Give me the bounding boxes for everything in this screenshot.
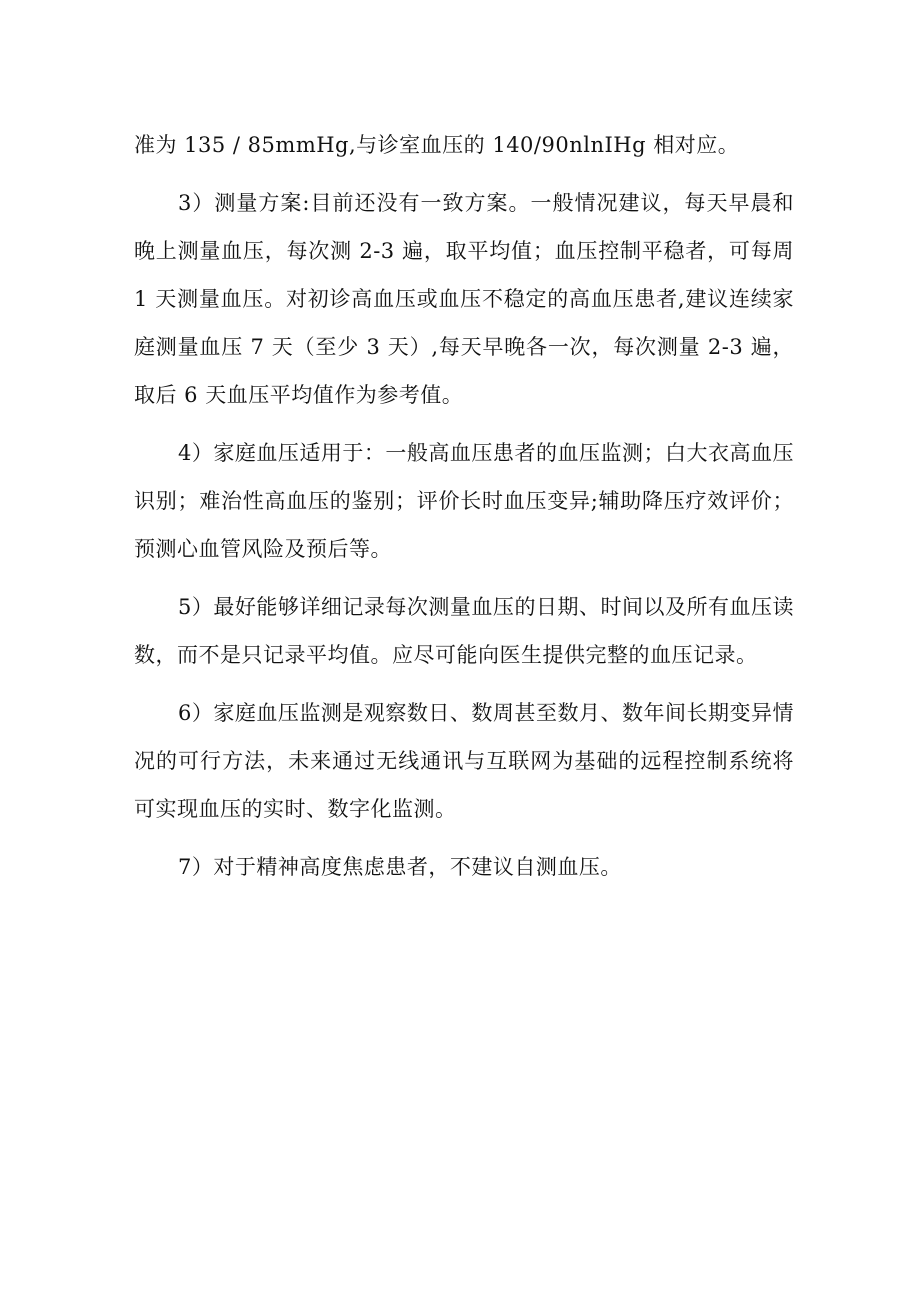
paragraph-record-keeping: 5）最好能够详细记录每次测量血压的日期、时间以及所有血压读数，而不是只记录平均值。应尽可能向医生提供完整的血压记录。 bbox=[134, 595, 794, 667]
document-body bbox=[134, 121, 794, 901]
paragraph-measurement-plan: 3）测量方案:目前还没有一致方案。一般情况建议，每天早晨和晚上测量血压，每次测 2-3 遍，取平均值；血压控制平稳者，可每周 1 天测量血压。对初诊高血压或血压不稳定的高血压患者,建议连续家庭测量血压 7 天（至少 3 天）,每天早晚各一次，每次测量 2-3 遍，取后 6 天血压平均值作为参考值。 bbox=[134, 191, 794, 407]
paragraph-applicability: 4）家庭血压适用于：一般高血压患者的血压监测；白大衣高血压识别；难治性高血压的鉴别；评价长时血压变异;辅助降压疗效评价；预测心血管风险及预后等。 bbox=[134, 441, 794, 561]
paragraph-anxiety-note: 7）对于精神高度焦虑患者，不建议自测血压。 bbox=[178, 855, 622, 879]
paragraph-long-term-monitoring: 6）家庭血压监测是观察数日、数周甚至数月、数年间长期变异情况的可行方法，未来通过无线通讯与互联网为基础的远程控制系统将可实现血压的实时、数字化监测。 bbox=[134, 701, 794, 821]
paragraph-continuation: 准为 135 / 85mmHg,与诊室血压的 140/90nlnIHg 相对应。 bbox=[134, 133, 740, 157]
